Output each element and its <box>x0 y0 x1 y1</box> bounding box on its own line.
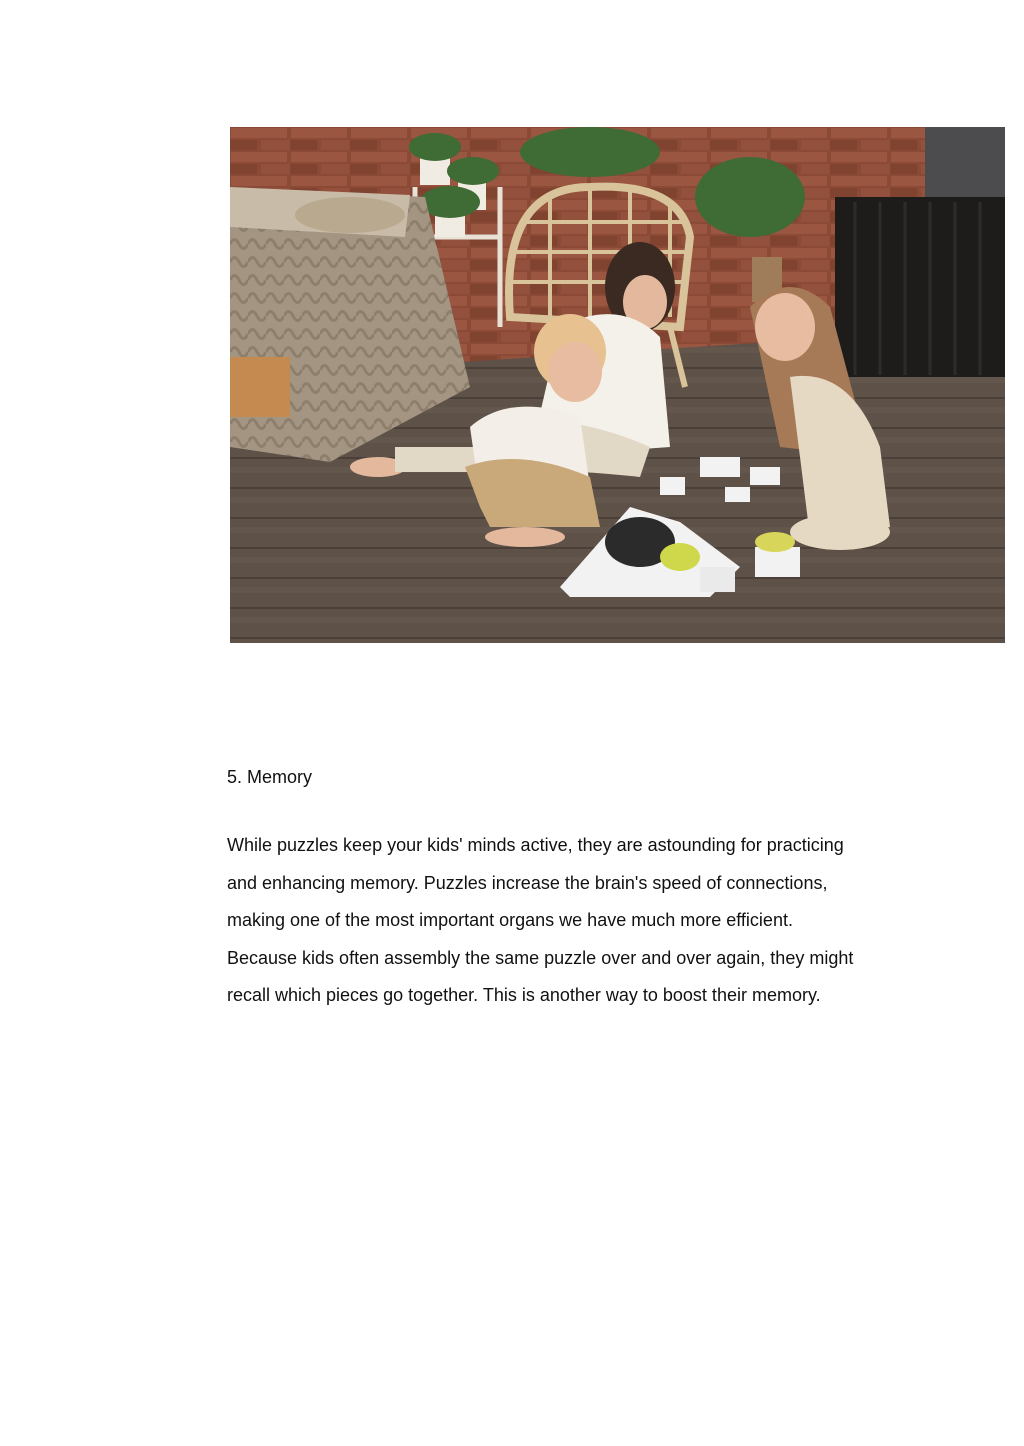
paragraph-line: making one of the most important organs we have much more efficient. <box>227 910 793 930</box>
family-puzzle-photo <box>230 127 1005 643</box>
paragraph-line: and enhancing memory. Puzzles increase the brain's speed of connections, <box>227 872 828 893</box>
section-heading: 5. Memory <box>227 767 313 787</box>
paragraph-line: recall which pieces go together. This is another way to boost their memory. <box>227 985 821 1005</box>
paragraph-line: While puzzles keep your kids' minds active, they are astounding for practicing <box>227 835 844 855</box>
paragraph-line: Because kids often assembly the same puzzle over and over again, they might <box>227 947 854 968</box>
section-paragraph <box>227 827 877 1015</box>
